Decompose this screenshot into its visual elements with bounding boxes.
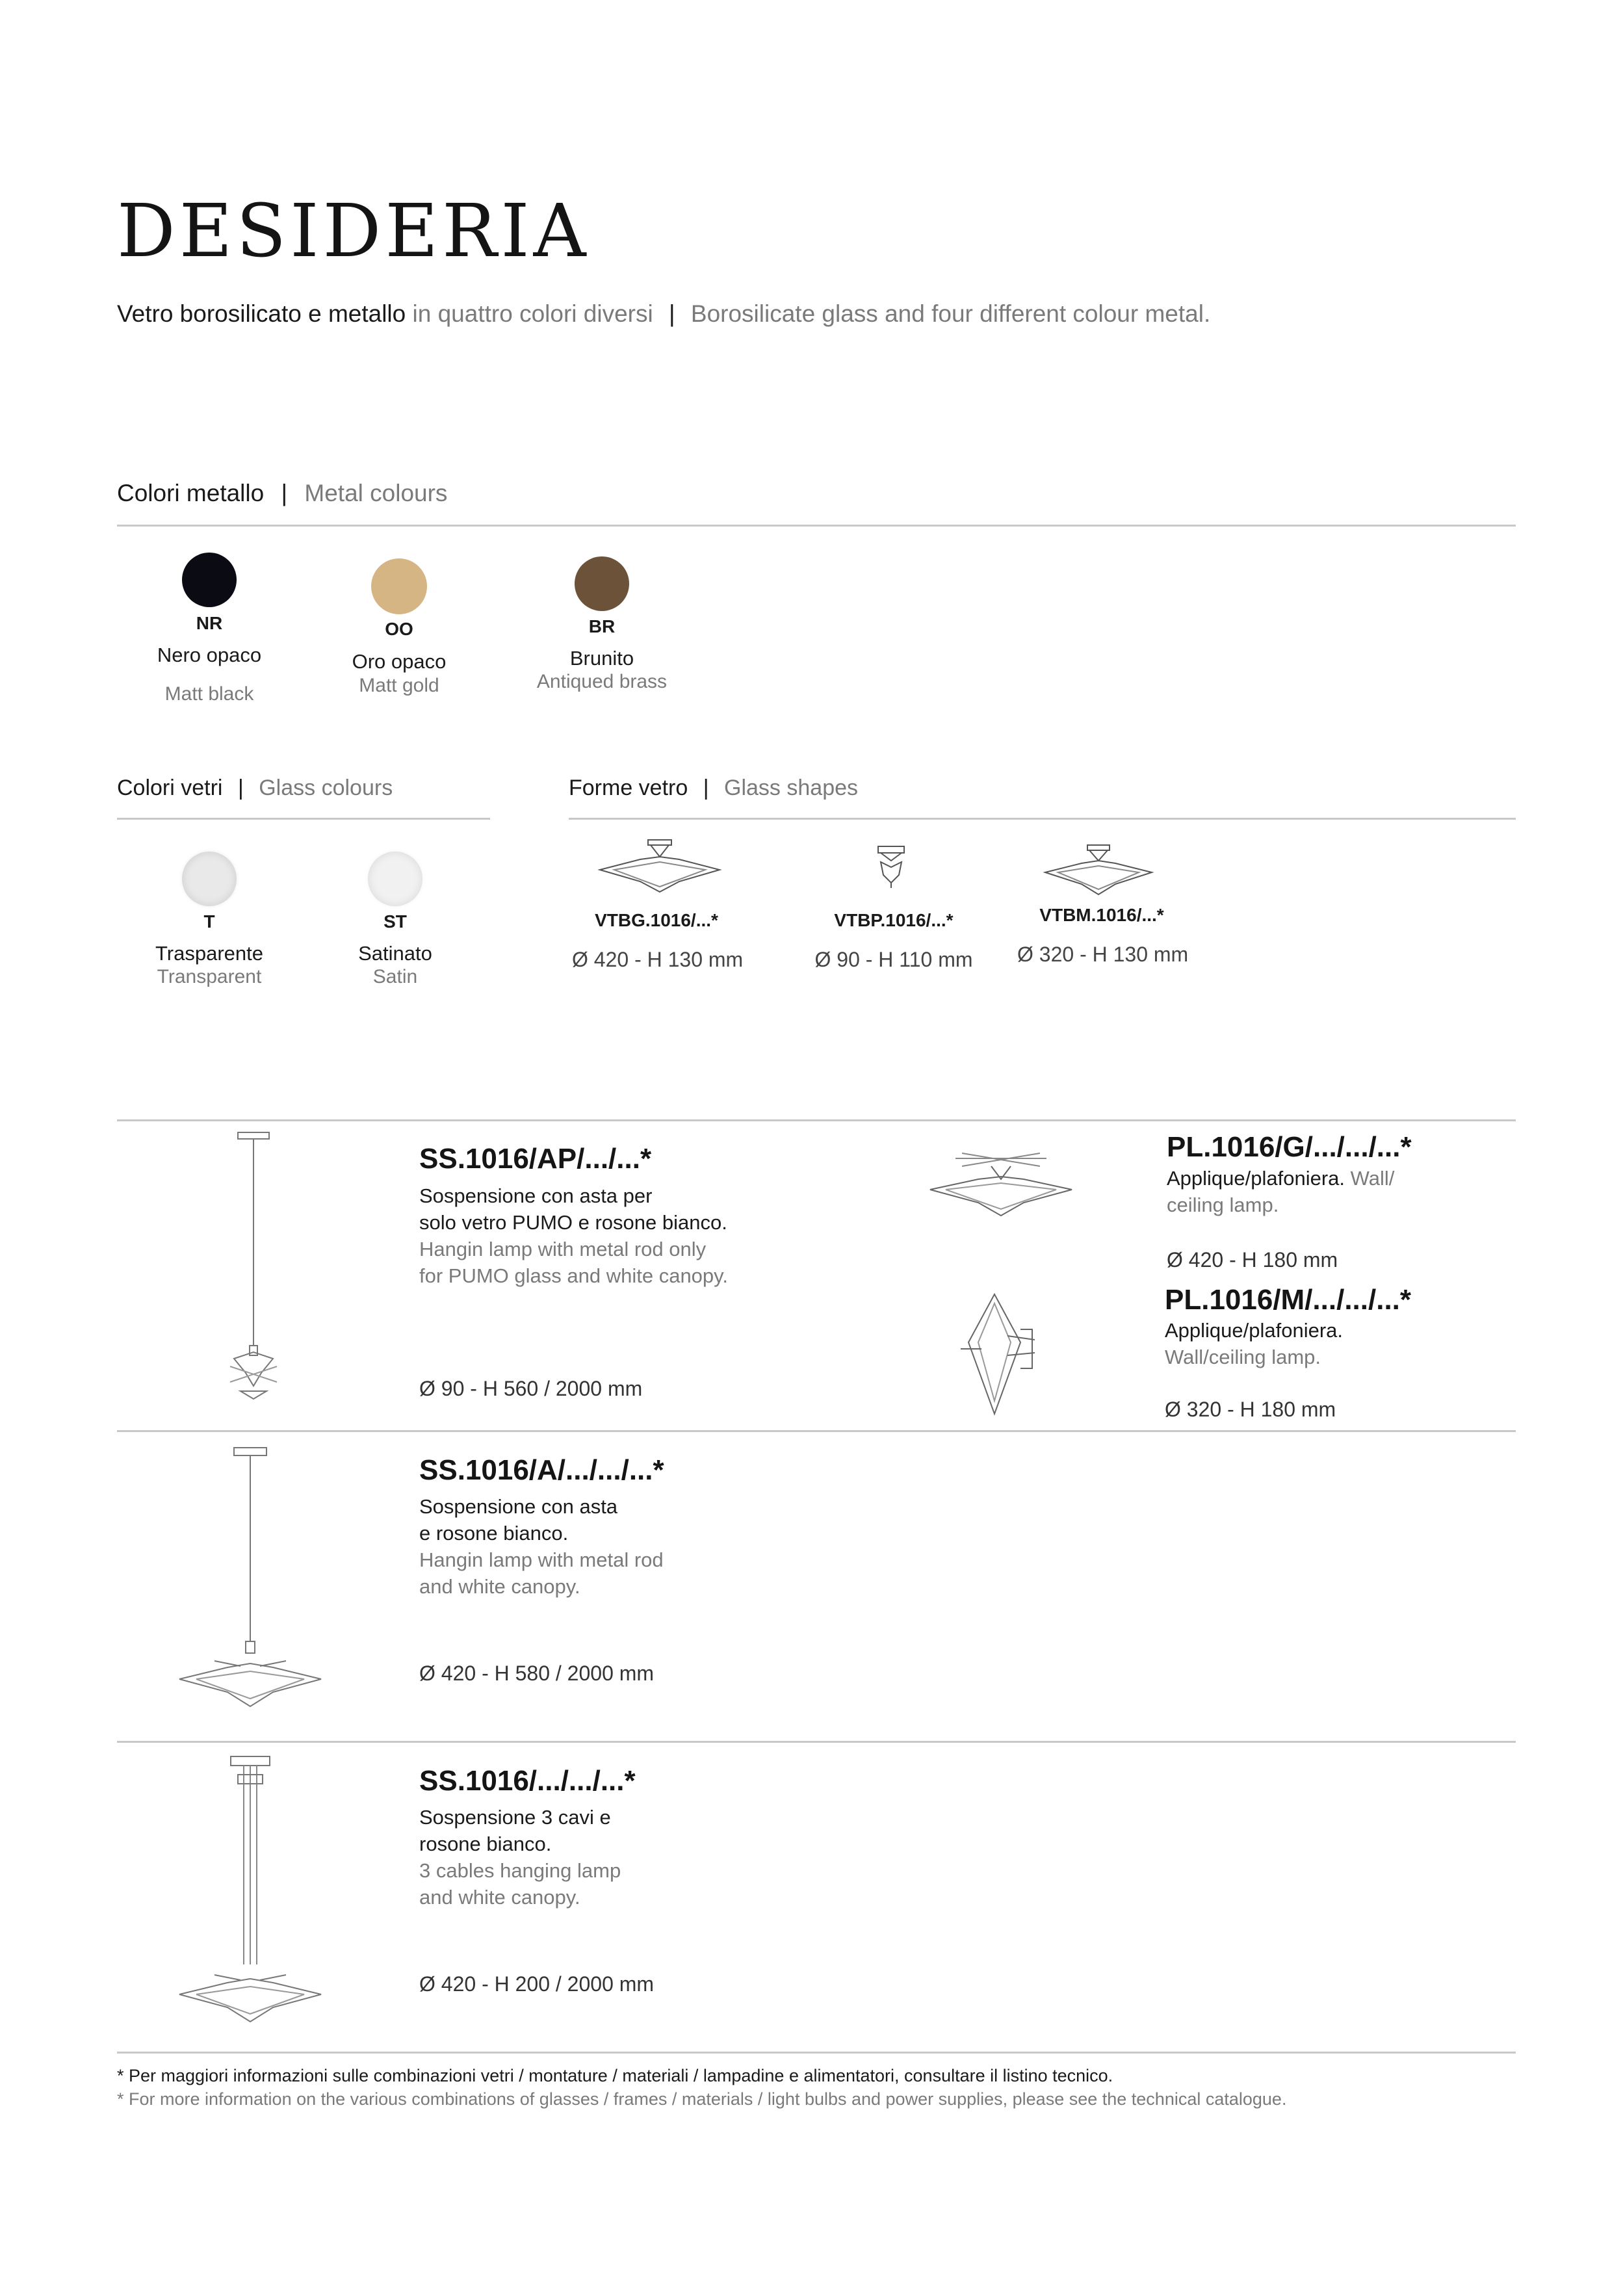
large-diamond-shape-icon: [595, 839, 725, 897]
metal-colours-heading-en: Metal colours: [304, 480, 448, 506]
glass-code-t: T: [203, 911, 215, 932]
glass-code-st: ST: [383, 911, 407, 932]
product-dim-pl-g: Ø 420 - H 180 mm: [1167, 1248, 1338, 1272]
shape-dim-vtbg: Ø 420 - H 130 mm: [572, 948, 744, 971]
product-desc-it-ss-ap-2: solo vetro PUMO e rosone bianco.: [419, 1210, 727, 1234]
glass-shapes-heading-it: Forme vetro: [569, 776, 688, 800]
product-desc-it-ss-cables-1: Sospensione 3 cavi e: [419, 1806, 611, 1829]
cable-pendant-icon: [175, 1755, 325, 2028]
product-desc-pl-g: [1167, 1166, 1505, 1219]
product-dim-pl-m: Ø 320 - H 180 mm: [1165, 1398, 1336, 1421]
product-desc-it-ss-cables-2: rosone bianco.: [419, 1832, 552, 1855]
product-dim-ss-cables: Ø 420 - H 200 / 2000 mm: [419, 1972, 655, 1996]
glass-name-it-st: Satinato: [358, 942, 432, 965]
product-desc-en-pl-g-1: Wall/: [1345, 1167, 1395, 1190]
rod-pendant-pumo-icon: [221, 1131, 286, 1404]
medium-diamond-shape-icon: [1040, 844, 1157, 900]
subtitle-en: Borosilicate glass and four different colour metal.: [690, 300, 1211, 327]
metal-colours-heading-it: Colori metallo: [117, 480, 265, 506]
product-desc-it-ss-a-1: Sospensione con asta: [419, 1495, 618, 1518]
shape-code-vtbp: VTBP.1016/...*: [834, 910, 954, 930]
metal-colours-separator: |: [281, 480, 288, 506]
glass-colours-heading: [117, 776, 393, 801]
product-code-pl-g: PL.1016/G/.../.../...*: [1167, 1131, 1412, 1163]
shape-dim-vtbm: Ø 320 - H 130 mm: [1017, 943, 1189, 966]
wall-lamp-medium-icon: [955, 1290, 1040, 1420]
subtitle-separator: |: [668, 300, 675, 327]
metal-name-it-nr: Nero opaco: [157, 644, 262, 666]
page-title: DESIDERIA: [117, 189, 590, 274]
product-desc-it-ss-ap-1: Sospensione con asta per: [419, 1184, 653, 1207]
metal-name-en-br: Antiqued brass: [536, 671, 668, 692]
product-desc-en-ss-ap-2: for PUMO glass and white canopy.: [419, 1264, 728, 1287]
metal-code-br: BR: [588, 616, 616, 636]
metal-colours-rule: [117, 525, 1516, 527]
glass-shapes-separator: |: [703, 776, 709, 800]
product-desc-it-pl-g: Applique/plafoniera.: [1167, 1167, 1345, 1190]
product-desc-en-pl-g-2: ceiling lamp.: [1167, 1193, 1279, 1216]
glass-name-en-t: Transparent: [157, 966, 262, 987]
product-desc-en-ss-a-1: Hangin lamp with metal rod: [419, 1548, 664, 1571]
ceiling-lamp-large-icon: [926, 1151, 1076, 1222]
page-subtitle: [117, 300, 1210, 328]
product-desc-ss-cables: [419, 1805, 783, 1911]
rod-pendant-large-icon: [175, 1446, 325, 1713]
metal-code-oo: OO: [385, 619, 413, 639]
glass-name-it-t: Trasparente: [155, 942, 263, 965]
product-desc-en-pl-m: Wall/ceiling lamp.: [1165, 1345, 1321, 1368]
swatch-oo: [371, 558, 427, 614]
shape-dim-vtbp: Ø 90 - H 110 mm: [814, 948, 973, 971]
metal-name-en-oo: Matt gold: [359, 675, 439, 696]
product-desc-it-ss-a-2: e rosone bianco.: [419, 1521, 569, 1545]
product-desc-ss-a: [419, 1494, 783, 1600]
swatch-st: [368, 852, 422, 906]
shape-code-vtbm: VTBM.1016/...*: [1039, 905, 1164, 925]
product-rule-3: [117, 1741, 1516, 1743]
product-rule-4: [117, 2052, 1516, 2054]
footnote-en: * For more information on the various combinations of glasses / frames / materials / light bulbs and power supplies, please see the technical catalogue.: [117, 2089, 1287, 2109]
metal-name-en-nr: Matt black: [164, 683, 254, 705]
product-code-pl-m: PL.1016/M/.../.../...*: [1165, 1284, 1412, 1316]
product-desc-it-pl-m: Applique/plafoniera.: [1165, 1319, 1344, 1342]
glass-shapes-heading: [569, 776, 858, 801]
metal-colours-heading: [117, 480, 447, 507]
product-code-ss-ap: SS.1016/AP/.../...*: [419, 1143, 652, 1175]
metal-name-it-oo: Oro opaco: [352, 650, 447, 673]
glass-shapes-heading-en: Glass shapes: [724, 776, 859, 800]
swatch-nr: [182, 553, 237, 607]
glass-name-en-st: Satin: [372, 966, 418, 987]
glass-colours-rule: [117, 818, 490, 820]
shape-code-vtbg: VTBG.1016/...*: [595, 910, 718, 930]
subtitle-it-rest: in quattro colori diversi: [406, 300, 653, 327]
metal-code-nr: NR: [196, 613, 223, 633]
product-rule-2: [117, 1430, 1516, 1432]
metal-name-it-br: Brunito: [569, 647, 634, 670]
swatch-t: [182, 852, 237, 906]
glass-colours-heading-it: Colori vetri: [117, 776, 223, 800]
product-desc-en-ss-ap-1: Hangin lamp with metal rod only: [419, 1237, 707, 1260]
product-desc-ss-ap: [419, 1183, 783, 1290]
product-code-ss-cables: SS.1016/.../.../...*: [419, 1765, 636, 1797]
product-dim-ss-ap: Ø 90 - H 560 / 2000 mm: [419, 1377, 643, 1400]
product-desc-en-ss-cables-2: and white canopy.: [419, 1885, 580, 1909]
product-desc-en-ss-cables-1: 3 cables hanging lamp: [419, 1859, 621, 1882]
product-desc-en-ss-a-2: and white canopy.: [419, 1574, 580, 1598]
product-code-ss-a: SS.1016/A/.../.../...*: [419, 1454, 664, 1486]
product-dim-ss-a: Ø 420 - H 580 / 2000 mm: [419, 1662, 655, 1685]
product-desc-pl-m: [1165, 1318, 1503, 1371]
small-pumo-shape-icon: [874, 845, 908, 891]
glass-colours-heading-en: Glass colours: [259, 776, 393, 800]
product-rule-1: [117, 1119, 1516, 1121]
glass-colours-separator: |: [237, 776, 244, 800]
swatch-br: [575, 556, 629, 611]
subtitle-it-strong: Vetro borosilicato e metallo: [117, 300, 406, 327]
footnote-it: * Per maggiori informazioni sulle combinazioni vetri / montature / materiali / lampadine e alimentatori, consultare il listino tecnico.: [117, 2066, 1113, 2085]
glass-shapes-rule: [569, 818, 1516, 820]
